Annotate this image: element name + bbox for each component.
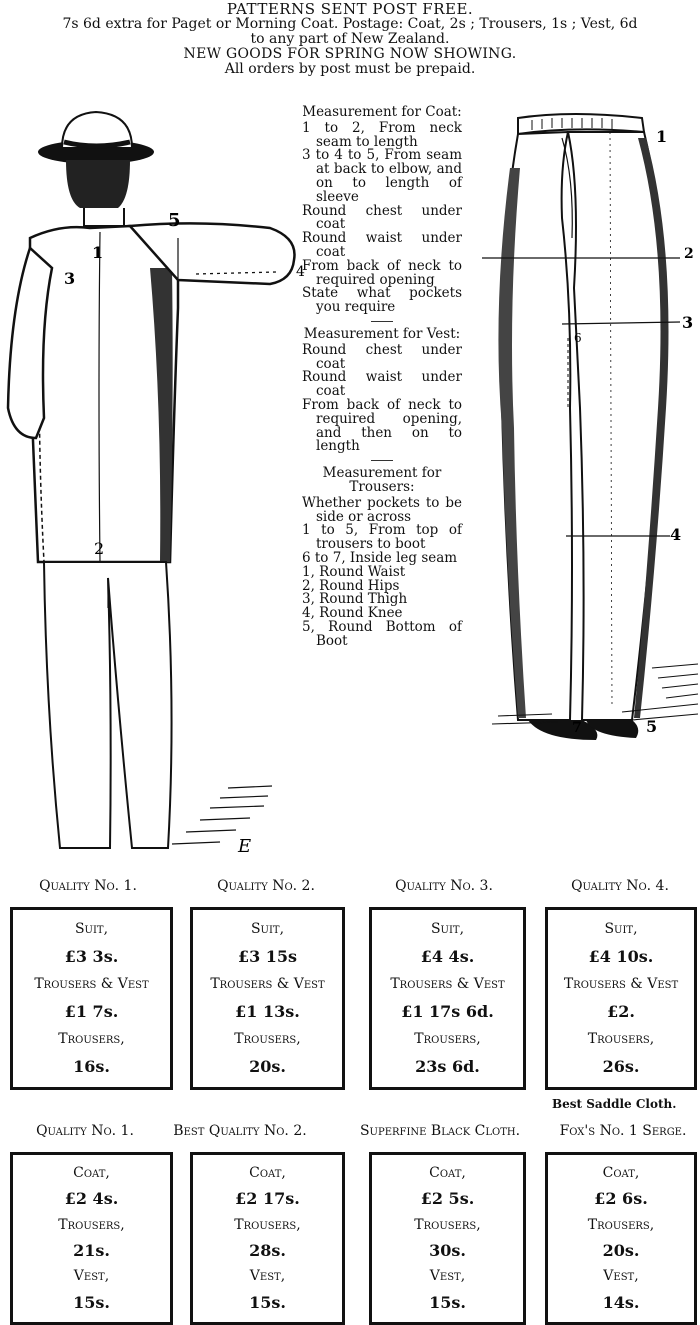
coat-measure-item: Round waist under coat <box>302 230 462 260</box>
coat-price: £2 17s. <box>235 1189 300 1209</box>
trousers-price: 30s. <box>429 1241 466 1261</box>
trousers-measurement-figure <box>462 108 700 768</box>
coat-measure-item: 3 to 4 to 5, From seam at back to elbow, and on to length of sleeve <box>302 147 462 205</box>
coat-label: Coat, <box>73 1165 110 1182</box>
trousers-vest-label: Trousers & Vest <box>563 976 679 992</box>
trousers-label: Trousers, <box>234 1216 301 1233</box>
trousers-measure-item: 1, Round Waist <box>302 563 406 580</box>
suit-quality-label: Quality No. 4. <box>571 878 669 894</box>
trousers-price: 26s. <box>602 1057 640 1076</box>
vest-price: 15s. <box>249 1292 286 1312</box>
trousers-vest-label: Trousers & Vest <box>210 976 325 992</box>
trousers-label-6: 6 <box>574 331 582 345</box>
coat-measure-item: From back of neck to required opening <box>302 257 462 288</box>
suit-price-box <box>190 907 345 1090</box>
trousers-right-leg <box>568 132 665 720</box>
vest-measure-item: From back of neck to required opening, and then on to length <box>302 396 462 455</box>
hair <box>66 160 130 208</box>
section-divider <box>371 460 393 461</box>
artist-signature: E <box>238 836 252 857</box>
trousers-vest-price: £1 13s. <box>235 1002 300 1021</box>
coat-measurements <box>302 106 462 315</box>
vest-measure-item: Round waist under coat <box>302 369 462 400</box>
suit-price: £4 4s. <box>420 947 475 966</box>
separates-price-box <box>190 1152 345 1325</box>
trousers-measurements <box>302 467 462 648</box>
trousers-label-5: 5 <box>646 717 658 736</box>
trousers-label: Trousers, <box>414 1031 481 1047</box>
separates-price-box <box>545 1152 697 1325</box>
coat-figure-drawing <box>0 108 305 868</box>
separates-quality-label: Superfine Black Cloth. <box>359 1123 521 1139</box>
trousers-vest-label: Trousers & Vest <box>34 976 149 992</box>
postage-line-2: to any part of New Zealand. <box>250 31 450 47</box>
coat-price: £2 4s. <box>64 1189 119 1209</box>
suit-label: Suit, <box>604 921 638 937</box>
patterns-title: PATTERNS SENT POST FREE. <box>226 0 474 18</box>
prepaid-line: All orders by post must be prepaid. <box>224 61 476 77</box>
suit-quality-label: Quality No. 3. <box>395 878 493 894</box>
trousers-label: Trousers, <box>58 1216 125 1233</box>
vest-measurements <box>302 325 462 455</box>
ground-hatching <box>172 786 272 844</box>
suit-price-box <box>10 907 173 1090</box>
vest-label: Vest, <box>73 1268 110 1285</box>
coat-measure-item: State what pockets you require <box>302 285 462 316</box>
suit-price: £3 3s. <box>64 947 119 966</box>
coat-label-4: 4 <box>296 264 305 280</box>
trousers-label: Trousers, <box>587 1031 655 1047</box>
coat-label: Coat, <box>429 1165 466 1182</box>
advertisement-header <box>0 2 700 77</box>
trousers-price: 28s. <box>249 1241 286 1261</box>
coat-measure-item: Round chest under coat <box>302 202 462 233</box>
separates-quality-label: Best Quality No. 2. <box>173 1123 307 1139</box>
trousers-measure-item: 4, Round Knee <box>302 605 403 622</box>
trousers-measure-item: 5, Round Bottom of Boot <box>302 618 462 649</box>
separates-price-box <box>10 1152 173 1325</box>
suit-label: Suit, <box>250 921 285 937</box>
trousers-label-4: 4 <box>670 525 682 544</box>
coat-measurement-heading: Measurement for Coat: <box>302 104 462 120</box>
suit-quality-label: Quality No. 1. <box>39 878 137 894</box>
trousers-label: Trousers, <box>234 1031 301 1047</box>
trousers-figure-drawing <box>462 108 700 768</box>
vest-label: Vest, <box>249 1268 286 1285</box>
trousers-price: 21s. <box>73 1241 110 1261</box>
suit-price: £3 15s <box>237 947 298 966</box>
vest-measurement-heading: Measurement for Vest: <box>303 325 461 342</box>
trousers-measure-item: 1 to 5, From top of trousers to boot <box>302 522 462 553</box>
coat-price: £2 5s. <box>420 1189 475 1209</box>
trousers-measure-item: Whether pockets to be side or across <box>302 494 462 525</box>
suit-label: Suit, <box>430 921 465 937</box>
trousers-label-7: 7 <box>572 720 582 736</box>
trousers-label: Trousers, <box>587 1216 655 1233</box>
separates-quality-label: Fox's No. 1 Serge. <box>559 1123 687 1139</box>
trousers-measure-item: 3, Round Thigh <box>302 591 408 608</box>
coat-label: Coat, <box>249 1165 286 1182</box>
trousers-vest-price: £2. <box>607 1002 635 1021</box>
trousers-measurement-heading: Measurement for Trousers: <box>322 465 442 495</box>
separates-price-box <box>369 1152 526 1325</box>
suit-price-box <box>369 907 526 1090</box>
vest-price: 15s. <box>73 1292 110 1312</box>
trousers-label-2: 2 <box>684 246 694 262</box>
trousers-vest-price: £1 17s 6d. <box>401 1002 494 1021</box>
suit-label: Suit, <box>74 921 109 937</box>
coat-measure-item: 1 to 2, From neck seam to length <box>302 119 462 150</box>
vest-measure-item: Round chest under coat <box>302 341 462 372</box>
vest-label: Vest, <box>603 1268 639 1285</box>
suit-price-box <box>545 907 697 1090</box>
coat-label-5: 5 <box>168 210 181 231</box>
trousers-price: 23s 6d. <box>415 1057 480 1076</box>
coat-label-2: 2 <box>94 539 105 558</box>
vest-price: 14s. <box>602 1292 640 1312</box>
trousers-price: 20s. <box>602 1241 640 1261</box>
trousers-vest-label: Trousers & Vest <box>390 976 505 992</box>
measurement-instructions <box>302 106 462 648</box>
suit-quality-label: Quality No. 2. <box>217 878 315 894</box>
postage-line: 7s 6d extra for Paget or Morning Coat. Postage: Coat, 2s ; Trousers, 1s ; Vest, 6d <box>62 16 638 32</box>
saddle-cloth-note: Best Saddle Cloth. <box>552 1097 677 1111</box>
trousers-price: 20s. <box>249 1057 286 1076</box>
coat-label: Coat, <box>602 1165 640 1182</box>
section-divider <box>371 321 393 322</box>
coat-measurement-figure <box>0 108 305 868</box>
trousers-label: Trousers, <box>414 1216 481 1233</box>
new-goods-line: NEW GOODS FOR SPRING NOW SHOWING. <box>183 46 517 62</box>
trousers-label-3: 3 <box>682 313 694 332</box>
suit-price: £4 10s. <box>588 947 654 966</box>
collar <box>84 208 124 226</box>
coat-label-3: 3 <box>64 269 76 288</box>
trousers-measure-item: 6 to 7, Inside leg seam <box>302 549 458 566</box>
trousers-vest-price: £1 7s. <box>64 1002 119 1021</box>
coat-price: £2 6s. <box>594 1189 648 1209</box>
vest-label: Vest, <box>429 1268 466 1285</box>
trousers-measure-item: 2, Round Hips <box>302 577 400 594</box>
separates-quality-label: Quality No. 1. <box>36 1123 134 1139</box>
trousers-price: 16s. <box>73 1057 110 1076</box>
trousers-label-1: 1 <box>656 127 668 146</box>
trousers-label: Trousers, <box>58 1031 125 1047</box>
coat-label-1: 1 <box>92 243 104 262</box>
vest-price: 15s. <box>429 1292 466 1312</box>
